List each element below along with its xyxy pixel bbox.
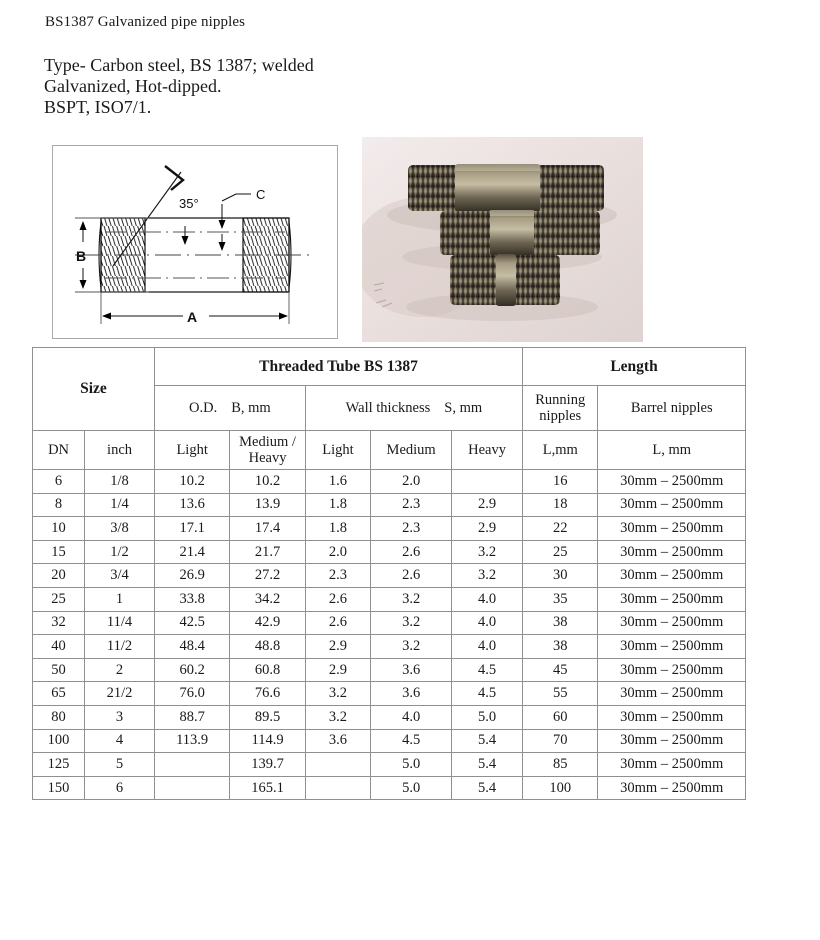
cell-dn: 40 <box>33 635 85 659</box>
cell-wt-medium: 2.3 <box>371 517 452 541</box>
cell-od-light: 48.4 <box>154 635 229 659</box>
type-description <box>44 55 314 118</box>
table-body <box>33 470 746 800</box>
cell-wt-heavy <box>452 470 523 494</box>
cell-od-light <box>154 776 229 800</box>
cell-inch: 11/2 <box>85 635 155 659</box>
unit-running-length: L,mm <box>523 431 598 470</box>
cell-od-light: 60.2 <box>154 658 229 682</box>
cell-wt-heavy: 5.4 <box>452 776 523 800</box>
subgroup-od-label-a: O.D. <box>189 400 218 416</box>
cell-wt-heavy: 4.0 <box>452 611 523 635</box>
cell-inch: 3/4 <box>85 564 155 588</box>
header-row-groups <box>33 348 746 386</box>
unit-od-medium-heavy: Medium / Heavy <box>230 431 305 470</box>
cell-wt-heavy: 4.0 <box>452 635 523 659</box>
cell-dn: 50 <box>33 658 85 682</box>
cell-barrel: 30mm – 2500mm <box>598 682 746 706</box>
cell-running: 38 <box>523 611 598 635</box>
cell-wt-medium: 5.0 <box>371 753 452 777</box>
table-row <box>33 753 746 777</box>
cell-inch: 21/2 <box>85 682 155 706</box>
group-size: Size <box>33 348 155 431</box>
cell-running: 100 <box>523 776 598 800</box>
cell-barrel: 30mm – 2500mm <box>598 776 746 800</box>
cell-wt-heavy: 4.5 <box>452 682 523 706</box>
cell-dn: 65 <box>33 682 85 706</box>
cell-wt-heavy: 5.4 <box>452 753 523 777</box>
cell-dn: 125 <box>33 753 85 777</box>
subgroup-barrel-nipples: Barrel nipples <box>598 386 746 431</box>
cell-running: 30 <box>523 564 598 588</box>
cell-wt-light: 3.2 <box>305 705 370 729</box>
cell-od-light: 42.5 <box>154 611 229 635</box>
cell-running: 22 <box>523 517 598 541</box>
cell-wt-light: 2.9 <box>305 635 370 659</box>
cell-od-light: 21.4 <box>154 540 229 564</box>
cell-wt-light: 1.8 <box>305 493 370 517</box>
cell-dn: 10 <box>33 517 85 541</box>
table-row <box>33 776 746 800</box>
technical-drawing <box>52 145 338 339</box>
unit-wt-medium: Medium <box>371 431 452 470</box>
cell-od-light: 33.8 <box>154 587 229 611</box>
cell-wt-light <box>305 776 370 800</box>
cell-od-light: 113.9 <box>154 729 229 753</box>
cell-wt-medium: 5.0 <box>371 776 452 800</box>
cell-wt-heavy: 5.4 <box>452 729 523 753</box>
cell-barrel: 30mm – 2500mm <box>598 540 746 564</box>
cell-od-light: 17.1 <box>154 517 229 541</box>
subgroup-od-label-b: B, mm <box>231 400 271 416</box>
cell-inch: 3 <box>85 705 155 729</box>
cell-inch: 6 <box>85 776 155 800</box>
table-row <box>33 729 746 753</box>
cell-wt-light: 2.3 <box>305 564 370 588</box>
cell-dn: 6 <box>33 470 85 494</box>
cell-od-medium-heavy: 34.2 <box>230 587 305 611</box>
cell-inch: 1 <box>85 587 155 611</box>
subgroup-wt-label-b: S, mm <box>444 400 483 416</box>
cell-barrel: 30mm – 2500mm <box>598 564 746 588</box>
type-line-1: Type- Carbon steel, BS 1387; welded <box>44 55 314 75</box>
unit-inch: inch <box>85 431 155 470</box>
cell-wt-medium: 2.6 <box>371 564 452 588</box>
table-row <box>33 470 746 494</box>
cell-barrel: 30mm – 2500mm <box>598 753 746 777</box>
table-row <box>33 517 746 541</box>
unit-dn: DN <box>33 431 85 470</box>
cell-barrel: 30mm – 2500mm <box>598 729 746 753</box>
cell-wt-medium: 2.3 <box>371 493 452 517</box>
dim-b-label: B <box>76 248 87 264</box>
cell-dn: 8 <box>33 493 85 517</box>
table-row <box>33 564 746 588</box>
cell-inch: 5 <box>85 753 155 777</box>
unit-barrel-length: L, mm <box>598 431 746 470</box>
cell-wt-light: 1.6 <box>305 470 370 494</box>
cell-od-medium-heavy: 42.9 <box>230 611 305 635</box>
cell-running: 85 <box>523 753 598 777</box>
cell-barrel: 30mm – 2500mm <box>598 611 746 635</box>
type-line-3: BSPT, ISO7/1. <box>44 97 152 117</box>
cell-dn: 25 <box>33 587 85 611</box>
cell-inch: 2 <box>85 658 155 682</box>
cell-od-medium-heavy: 21.7 <box>230 540 305 564</box>
cell-wt-medium: 2.0 <box>371 470 452 494</box>
specification-table <box>32 347 746 800</box>
cell-wt-medium: 4.0 <box>371 705 452 729</box>
cell-running: 38 <box>523 635 598 659</box>
cell-od-light: 10.2 <box>154 470 229 494</box>
cell-od-light: 26.9 <box>154 564 229 588</box>
cell-wt-heavy: 4.5 <box>452 658 523 682</box>
cell-dn: 150 <box>33 776 85 800</box>
cell-wt-heavy: 5.0 <box>452 705 523 729</box>
table-row <box>33 682 746 706</box>
cell-wt-heavy: 2.9 <box>452 493 523 517</box>
cell-wt-heavy: 2.9 <box>452 517 523 541</box>
table-row <box>33 635 746 659</box>
cell-od-medium-heavy: 114.9 <box>230 729 305 753</box>
cell-od-light: 76.0 <box>154 682 229 706</box>
cell-barrel: 30mm – 2500mm <box>598 635 746 659</box>
cell-dn: 32 <box>33 611 85 635</box>
table-row <box>33 658 746 682</box>
unit-od-light: Light <box>154 431 229 470</box>
cell-running: 45 <box>523 658 598 682</box>
cell-od-medium-heavy: 165.1 <box>230 776 305 800</box>
cell-od-medium-heavy: 89.5 <box>230 705 305 729</box>
cell-od-light: 13.6 <box>154 493 229 517</box>
dim-a-label: A <box>187 309 198 325</box>
cell-barrel: 30mm – 2500mm <box>598 517 746 541</box>
cell-od-light: 88.7 <box>154 705 229 729</box>
page-title: BS1387 Galvanized pipe nipples <box>45 14 246 30</box>
cell-dn: 80 <box>33 705 85 729</box>
cell-wt-light <box>305 753 370 777</box>
pipe-nipple-diagram <box>53 146 337 338</box>
angle-label: 35° <box>179 196 199 211</box>
cell-od-medium-heavy: 10.2 <box>230 470 305 494</box>
cell-running: 25 <box>523 540 598 564</box>
unit-wt-light: Light <box>305 431 370 470</box>
cell-wt-medium: 4.5 <box>371 729 452 753</box>
cell-running: 60 <box>523 705 598 729</box>
table-head <box>33 348 746 470</box>
cell-wt-light: 2.6 <box>305 587 370 611</box>
cell-barrel: 30mm – 2500mm <box>598 493 746 517</box>
cell-od-medium-heavy: 60.8 <box>230 658 305 682</box>
table-row <box>33 540 746 564</box>
cell-wt-light: 3.6 <box>305 729 370 753</box>
cell-wt-medium: 3.2 <box>371 611 452 635</box>
cell-od-medium-heavy: 76.6 <box>230 682 305 706</box>
cell-dn: 20 <box>33 564 85 588</box>
cell-od-medium-heavy: 13.9 <box>230 493 305 517</box>
cell-od-medium-heavy: 17.4 <box>230 517 305 541</box>
cell-wt-heavy: 3.2 <box>452 540 523 564</box>
cell-inch: 1/2 <box>85 540 155 564</box>
cell-running: 55 <box>523 682 598 706</box>
cell-inch: 3/8 <box>85 517 155 541</box>
cell-wt-heavy: 3.2 <box>452 564 523 588</box>
cell-od-medium-heavy: 139.7 <box>230 753 305 777</box>
unit-wt-heavy: Heavy <box>452 431 523 470</box>
cell-od-medium-heavy: 27.2 <box>230 564 305 588</box>
dim-c-label: C <box>256 187 266 202</box>
type-line-2: Galvanized, Hot-dipped. <box>44 76 222 96</box>
cell-running: 35 <box>523 587 598 611</box>
cell-wt-light: 1.8 <box>305 517 370 541</box>
table-row <box>33 587 746 611</box>
cell-wt-medium: 3.2 <box>371 587 452 611</box>
cell-running: 18 <box>523 493 598 517</box>
cell-inch: 1/8 <box>85 470 155 494</box>
cell-barrel: 30mm – 2500mm <box>598 658 746 682</box>
cell-running: 70 <box>523 729 598 753</box>
subgroup-running-nipples: Running nipples <box>523 386 598 431</box>
header-row-units <box>33 431 746 470</box>
cell-wt-light: 2.0 <box>305 540 370 564</box>
table-row <box>33 611 746 635</box>
cell-od-medium-heavy: 48.8 <box>230 635 305 659</box>
cell-dn: 100 <box>33 729 85 753</box>
cell-wt-medium: 3.6 <box>371 658 452 682</box>
cell-wt-heavy: 4.0 <box>452 587 523 611</box>
subgroup-wt-label-a: Wall thickness <box>345 400 431 416</box>
cell-wt-medium: 3.6 <box>371 682 452 706</box>
cell-barrel: 30mm – 2500mm <box>598 587 746 611</box>
cell-inch: 11/4 <box>85 611 155 635</box>
cell-wt-light: 2.6 <box>305 611 370 635</box>
cell-barrel: 30mm – 2500mm <box>598 470 746 494</box>
cell-od-light <box>154 753 229 777</box>
cell-inch: 4 <box>85 729 155 753</box>
cell-dn: 15 <box>33 540 85 564</box>
table-row <box>33 493 746 517</box>
cell-inch: 1/4 <box>85 493 155 517</box>
pipe-nipples-photo <box>362 137 643 342</box>
group-length: Length <box>523 348 746 386</box>
subgroup-wall-thickness <box>305 386 522 431</box>
cell-wt-medium: 2.6 <box>371 540 452 564</box>
cell-wt-medium: 3.2 <box>371 635 452 659</box>
product-photo <box>362 137 643 342</box>
cell-barrel: 30mm – 2500mm <box>598 705 746 729</box>
cell-wt-light: 3.2 <box>305 682 370 706</box>
cell-running: 16 <box>523 470 598 494</box>
subgroup-od <box>154 386 305 431</box>
table-row <box>33 705 746 729</box>
group-threaded-tube: Threaded Tube BS 1387 <box>154 348 522 386</box>
cell-wt-light: 2.9 <box>305 658 370 682</box>
